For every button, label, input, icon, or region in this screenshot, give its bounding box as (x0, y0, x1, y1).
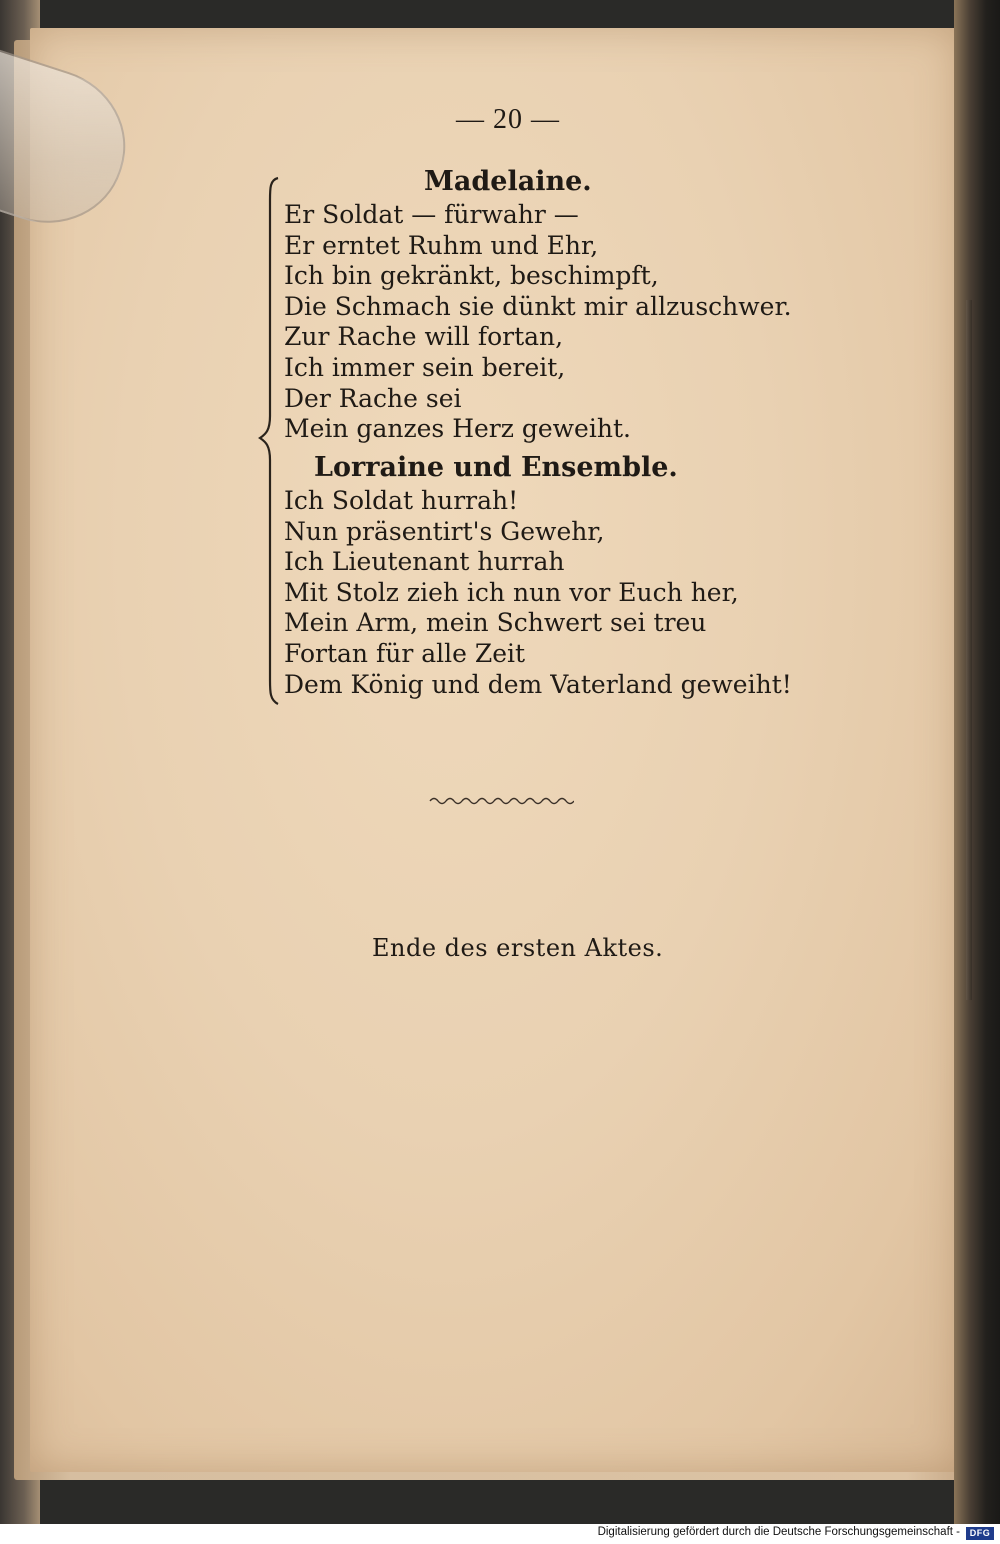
verse-line: Ich bin gekränkt, beschimpft, (284, 261, 659, 291)
verse-line: Er Soldat — fürwahr — (284, 200, 579, 229)
digitization-footer (0, 1524, 1000, 1544)
verse-line: Er erntet Ruhm und Ehr, (284, 230, 599, 260)
verse-line: Nun präsentirt's Gewehr, (284, 516, 605, 546)
verse-line: Dem König und dem Vaterland geweiht! (284, 669, 792, 699)
wavy-divider (428, 794, 574, 808)
end-of-act-note: Ende des ersten Aktes. (372, 934, 664, 962)
verse-line: Fortan für alle Zeit (284, 638, 526, 668)
page-number: — 20 — (456, 104, 560, 135)
verse-line: Der Rache sei (284, 383, 462, 413)
verse-block-madelaine (284, 200, 792, 445)
verse-line: Die Schmach sie dünkt mir allzuschwer. (284, 291, 792, 321)
verse-line: Mit Stolz zieh ich nun vor Euch her, (284, 577, 739, 607)
verse-line: Mein Arm, mein Schwert sei treu (284, 608, 707, 638)
verse-line: Ich Soldat hurrah! (284, 486, 519, 515)
verse-line: Ich Lieutenant hurrah (284, 547, 565, 577)
verse-line: Ich immer sein bereit, (284, 352, 566, 382)
verse-brace (258, 176, 282, 706)
verse-block-lorraine (284, 486, 792, 700)
funding-credit: Digitalisierung gefördert durch die Deutsche Forschungsgemeinschaft - (597, 1526, 960, 1538)
book-binding (954, 0, 1000, 1524)
speaker-heading-lorraine: Lorraine und Ensemble. (314, 452, 678, 483)
verse-line: Mein ganzes Herz geweiht. (284, 414, 631, 444)
dfg-logo: DFG (966, 1527, 994, 1540)
verse-line: Zur Rache will fortan, (284, 322, 564, 352)
binding-strip (966, 300, 972, 1000)
speaker-heading-madelaine: Madelaine. (424, 166, 592, 197)
